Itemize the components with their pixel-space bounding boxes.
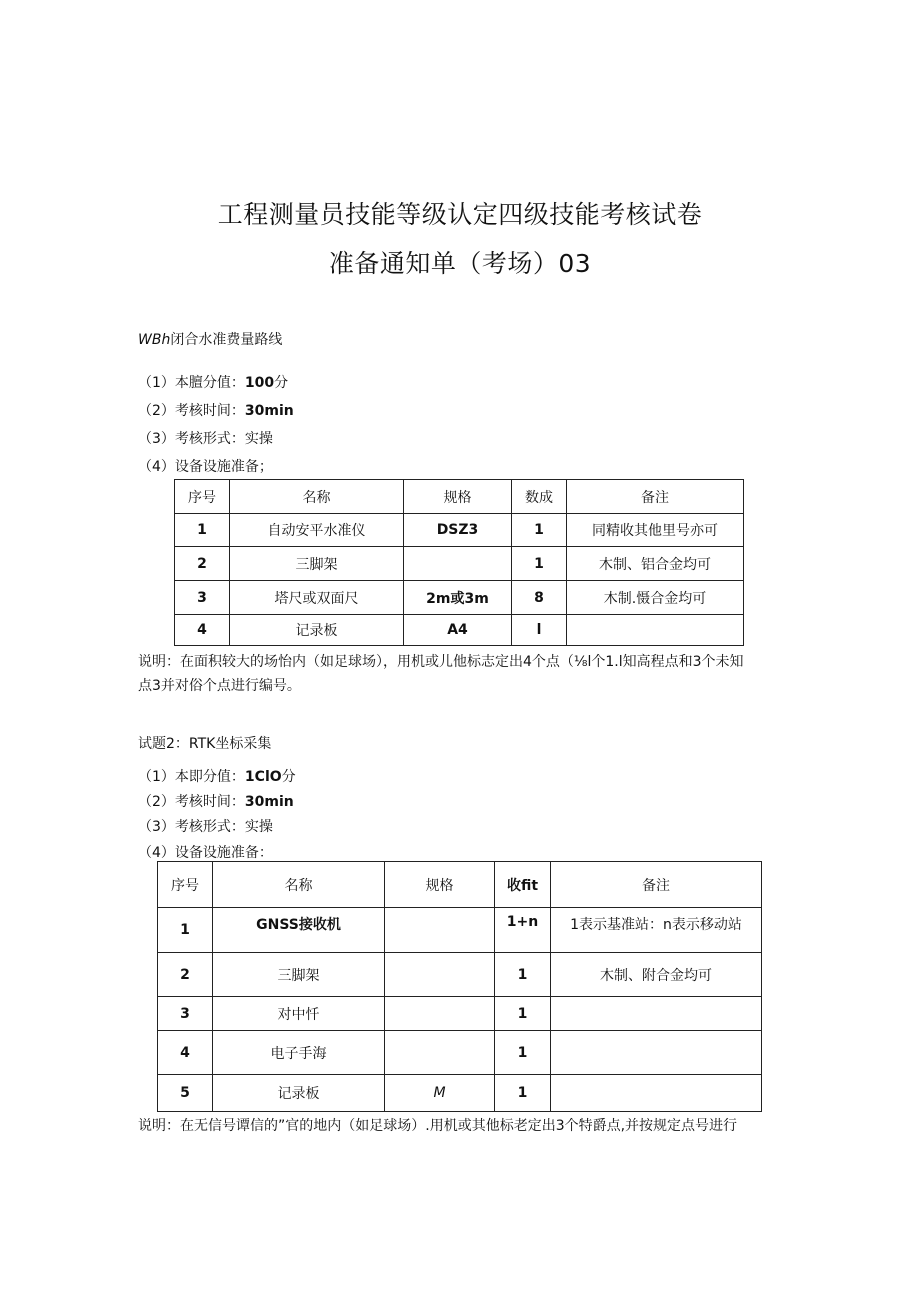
q2-table-cell: 1 <box>494 1030 551 1075</box>
q2-table-cell: 1 <box>157 907 213 953</box>
q2-table-header-cell: 备注 <box>550 861 762 908</box>
q1-note <box>138 650 798 698</box>
q2-table-header-cell: 收fit <box>494 861 551 908</box>
q2-table-header-cell: 规格 <box>384 861 495 908</box>
q2-table-cell: 2 <box>157 952 213 997</box>
q1-note-line: 点3并对俗个点进行编号。 <box>138 678 301 694</box>
q2-table-cell: 1 <box>494 1074 551 1112</box>
q2-table-cell: 三脚架 <box>212 952 385 997</box>
q1-table-cell: 2 <box>174 546 230 581</box>
q1-table-cell: 2m或3m <box>403 580 512 615</box>
q1-table-cell <box>403 546 512 581</box>
q2-table-cell: 1 <box>494 996 551 1031</box>
q1-heading-text: 闭合水准费量路线 <box>170 332 283 348</box>
q2-table-cell <box>550 1074 762 1112</box>
q2-table-cell <box>384 952 495 997</box>
q2-table-cell: 1 <box>494 952 551 997</box>
q1-time-label: （2）考核时间： <box>138 403 245 419</box>
q2-table-header-cell: 序号 <box>157 861 213 908</box>
q1-table-cell: 同精收其他里号亦可 <box>566 513 744 547</box>
q2-table-cell: 电子手海 <box>212 1030 385 1075</box>
document-title-line1: 工程测量员技能等级认定四级技能考核试卷 <box>217 200 703 229</box>
q2-table-cell: 1+n <box>494 907 551 953</box>
q1-heading-prefix: WBh <box>138 332 171 348</box>
q2-equipment-line <box>138 842 273 862</box>
q2-table-cell <box>384 1030 495 1075</box>
q1-table-cell: 记录板 <box>229 614 404 646</box>
q2-note <box>138 1114 798 1138</box>
q1-equipment-line <box>138 456 273 476</box>
q1-format-line <box>138 428 273 448</box>
q2-format-line <box>138 816 273 836</box>
q2-time-line <box>138 791 294 811</box>
q1-time-line <box>138 400 294 420</box>
q1-table-cell <box>566 614 744 646</box>
q1-score-suffix: 分 <box>274 375 289 391</box>
q1-time-value: 30min <box>244 403 294 419</box>
q1-heading <box>138 329 282 349</box>
q1-equipment-label: （4）设备设施准备； <box>138 459 273 475</box>
q2-score-suffix: 分 <box>281 769 296 785</box>
q2-equipment-label: （4）设备设施准备： <box>138 845 273 861</box>
q1-table-cell: DSZ3 <box>403 513 512 547</box>
q1-score-line <box>138 372 288 392</box>
q2-table-cell: 对中忏 <box>212 996 385 1031</box>
q2-table-cell: GNSS接收机 <box>212 907 385 953</box>
q2-table-cell <box>384 907 495 953</box>
q2-time-label: （2）考核时间： <box>138 794 245 810</box>
q2-table-cell <box>550 1030 762 1075</box>
q2-table-cell: 记录板 <box>212 1074 385 1112</box>
q1-table-cell: 3 <box>174 580 230 615</box>
q1-table-cell: 三脚架 <box>229 546 404 581</box>
q2-table-cell <box>384 996 495 1031</box>
q2-table-cell: M <box>384 1074 495 1112</box>
q2-table-cell: 1表示基准站：n表示移动站 <box>550 907 762 953</box>
q2-table-cell: 5 <box>157 1074 213 1112</box>
q2-score-label: （1）本即分值： <box>138 769 245 785</box>
q1-table-cell: 8 <box>511 580 567 615</box>
q2-table-header-cell: 名称 <box>212 861 385 908</box>
q2-table-cell <box>550 996 762 1031</box>
q1-table-cell: 塔尺或双面尺 <box>229 580 404 615</box>
q1-table-header-cell: 名称 <box>229 479 404 514</box>
q2-note-line: 说明：在无信号谭信的”官的地内（如足球场）.用机或其他标老定出3个特爵点,并按规定点号进行 <box>138 1118 738 1134</box>
q2-score-value: 1ClO <box>244 769 282 785</box>
q1-table-cell: 木制.慑合金均可 <box>566 580 744 615</box>
q1-note-line: 说明：在面积较大的场怡内（如足球场），用机或儿他标志定出4个点（⅛l个1.l知高程点和3个未知 <box>138 654 744 670</box>
q1-table-header-cell: 规格 <box>403 479 512 514</box>
q1-table-cell: 自动安平水准仪 <box>229 513 404 547</box>
q1-format-label: （3）考核形式： <box>138 431 245 447</box>
q1-table-cell: 木制、铝合金均可 <box>566 546 744 581</box>
q2-format-value: 实操 <box>244 819 273 835</box>
q2-format-label: （3）考核形式： <box>138 819 245 835</box>
q1-table-cell: 4 <box>174 614 230 646</box>
q1-table-cell: l <box>511 614 567 646</box>
q2-score-line <box>138 766 296 786</box>
document-title-line2: 准备通知单（考场）03 <box>328 249 592 278</box>
q1-table-cell: A4 <box>403 614 512 646</box>
q2-time-value: 30min <box>244 794 294 810</box>
q2-heading: 试题2：RTK坐标采集 <box>138 736 272 752</box>
q1-table-cell: 1 <box>511 546 567 581</box>
q1-score-label: （1）本膻分值： <box>138 375 245 391</box>
q2-table-cell: 3 <box>157 996 213 1031</box>
q2-table-cell: 4 <box>157 1030 213 1075</box>
q1-table-cell: 1 <box>174 513 230 547</box>
q1-table-cell: 1 <box>511 513 567 547</box>
q1-format-value: 实操 <box>244 431 273 447</box>
q1-score-value: 100 <box>244 375 275 391</box>
q1-table-header-cell: 数成 <box>511 479 567 514</box>
q2-table-cell: 木制、附合金均可 <box>550 952 762 997</box>
q1-table-header-cell: 序号 <box>174 479 230 514</box>
q1-table-header-cell: 备注 <box>566 479 744 514</box>
